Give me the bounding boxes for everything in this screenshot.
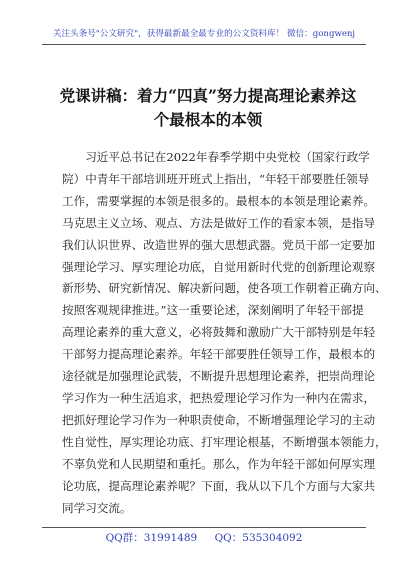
body-line: 途径就是加强理论武装，不断提升思想理论素养，把崇尚理论 bbox=[62, 369, 376, 384]
header-note: 关注头条号"公文研究"，获得最新最全最专业的公文资料库！ 微信：gongwenj bbox=[52, 29, 356, 39]
body-line: 性自觉性，厚实理论功底、打牢理论根基，不断增强本领能力， bbox=[62, 434, 387, 449]
footer-qq-group: QQ群：31991489 bbox=[105, 532, 198, 544]
document-title bbox=[52, 84, 364, 132]
body-line: 把抓好理论学习作为一种职责使命，不断增强理论学习的主动 bbox=[62, 412, 376, 427]
footer-contact bbox=[0, 530, 408, 545]
body-text bbox=[62, 147, 387, 519]
footer-rule bbox=[42, 527, 366, 528]
header-rule bbox=[42, 44, 366, 45]
body-line: 强理论学习、厚实理论功底，自觉用新时代党的创新理论观察 bbox=[62, 259, 376, 274]
body-line: 我们认识世界、改造世界的强大思想武器。党员干部一定要加 bbox=[62, 237, 376, 252]
body-line: 工作，需要掌握的本领是很多的。最根本的本领是理论素养。 bbox=[62, 193, 376, 208]
body-line: 院）中青年干部培训班开班式上指出，“年轻干部要胜任领导 bbox=[62, 171, 370, 186]
body-line: 新形势、研究新情况、解决新问题，使各项工作朝着正确方向、 bbox=[62, 281, 387, 296]
body-line: 习近平总书记在2022年春季学期中央党校（国家行政学 bbox=[62, 150, 370, 164]
body-line: 高理论素养的重大意义，必将鼓舞和激励广大干部特别是年轻 bbox=[62, 325, 376, 340]
body-line: 不辜负党和人民期望和重托。那么，作为年轻干部如何厚实理 bbox=[62, 456, 376, 471]
body-line: 学习作为一种生活追求，把热爱理论学习作为一种内在需求， bbox=[62, 390, 376, 405]
body-line: 按照客观规律推进。”这一重要论述，深刻阐明了年轻干部提 bbox=[62, 303, 364, 318]
title-line: 党课讲稿：着力“四真”努力提高理论素养这 bbox=[59, 86, 357, 105]
title-line: 个最根本的本领 bbox=[153, 110, 263, 129]
body-line: 同学习交流。 bbox=[62, 500, 132, 515]
body-line: 马克思主义立场、观点、方法是做好工作的看家本领，是指导 bbox=[62, 215, 376, 230]
body-line: 论功底，提高理论素养呢？下面，我从以下几个方面与大家共 bbox=[62, 478, 376, 493]
footer-qq: QQ：535304092 bbox=[214, 532, 303, 544]
body-line: 干部努力提高理论素养。年轻干部要胜任领导工作，最根本的 bbox=[62, 347, 376, 362]
